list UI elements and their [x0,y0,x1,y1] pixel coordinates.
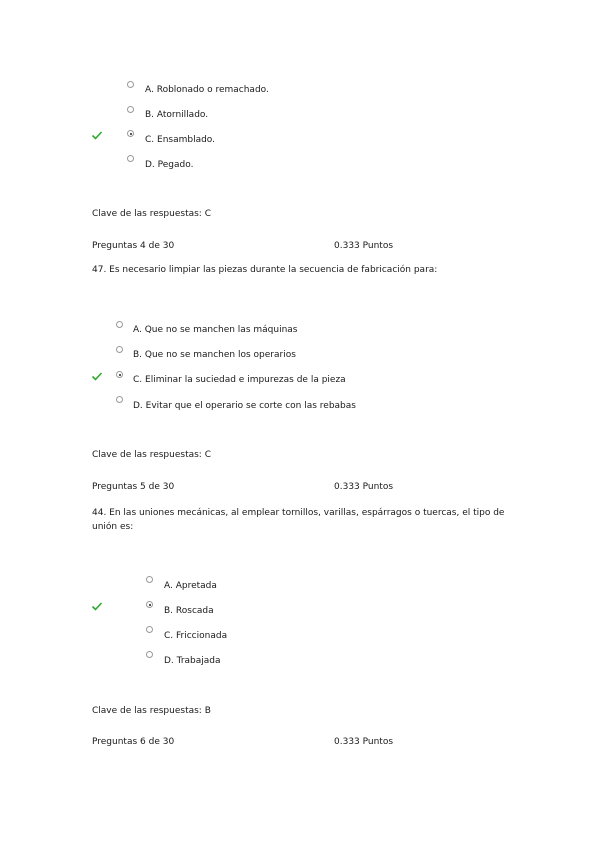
option-label-d: D. Pegado. [145,160,194,170]
option-label-c: C. Eliminar la suciedad e impurezas de la pieza [133,375,346,385]
option-label-c: C. Ensamblado. [145,135,216,145]
question-text-line-2: unión es: [92,522,134,532]
radio-option-b[interactable] [127,106,134,113]
option-label-b: B. Roscada [164,606,214,616]
option-label-b: B. Que no se manchen los operarios [133,350,296,360]
radio-option-c[interactable] [116,371,123,378]
option-label-b: B. Atornillado. [145,110,209,120]
option-label-a: A. Apretada [164,581,217,591]
radio-option-c[interactable] [146,626,153,633]
question-points: 0.333 Puntos [334,737,394,747]
option-label-a: A. Roblonado o remachado. [145,85,269,95]
question-points: 0.333 Puntos [334,482,394,492]
radio-option-d[interactable] [116,396,123,403]
radio-option-d[interactable] [127,155,134,162]
checkmark-icon [91,600,103,612]
option-label-a: A. Que no se manchen las máquinas [133,325,298,335]
radio-option-a[interactable] [146,576,153,583]
answer-key: Clave de las respuestas: C [92,450,211,460]
option-label-d: D. Trabajada [164,656,221,666]
checkmark-icon [91,370,103,382]
radio-option-a[interactable] [127,81,134,88]
radio-option-b[interactable] [146,601,153,608]
radio-option-a[interactable] [116,321,123,328]
answer-key: Clave de las respuestas: C [92,209,211,219]
answer-key: Clave de las respuestas: B [92,706,211,716]
radio-option-c[interactable] [127,130,134,137]
question-text-line-1: 44. En las uniones mecánicas, al emplear tornillos, varillas, espárragos o tuercas, el tipo de [92,508,505,518]
question-text: 47. Es necesario limpiar las piezas durante la secuencia de fabricación para: [92,265,438,275]
question-counter: Preguntas 4 de 30 [92,241,175,251]
radio-option-b[interactable] [116,346,123,353]
checkmark-icon [91,129,103,141]
option-label-c: C. Friccionada [164,631,228,641]
option-label-d: D. Evitar que el operario se corte con las rebabas [133,401,356,411]
question-counter: Preguntas 6 de 30 [92,737,175,747]
radio-option-d[interactable] [146,651,153,658]
question-counter: Preguntas 5 de 30 [92,482,175,492]
question-points: 0.333 Puntos [334,241,394,251]
